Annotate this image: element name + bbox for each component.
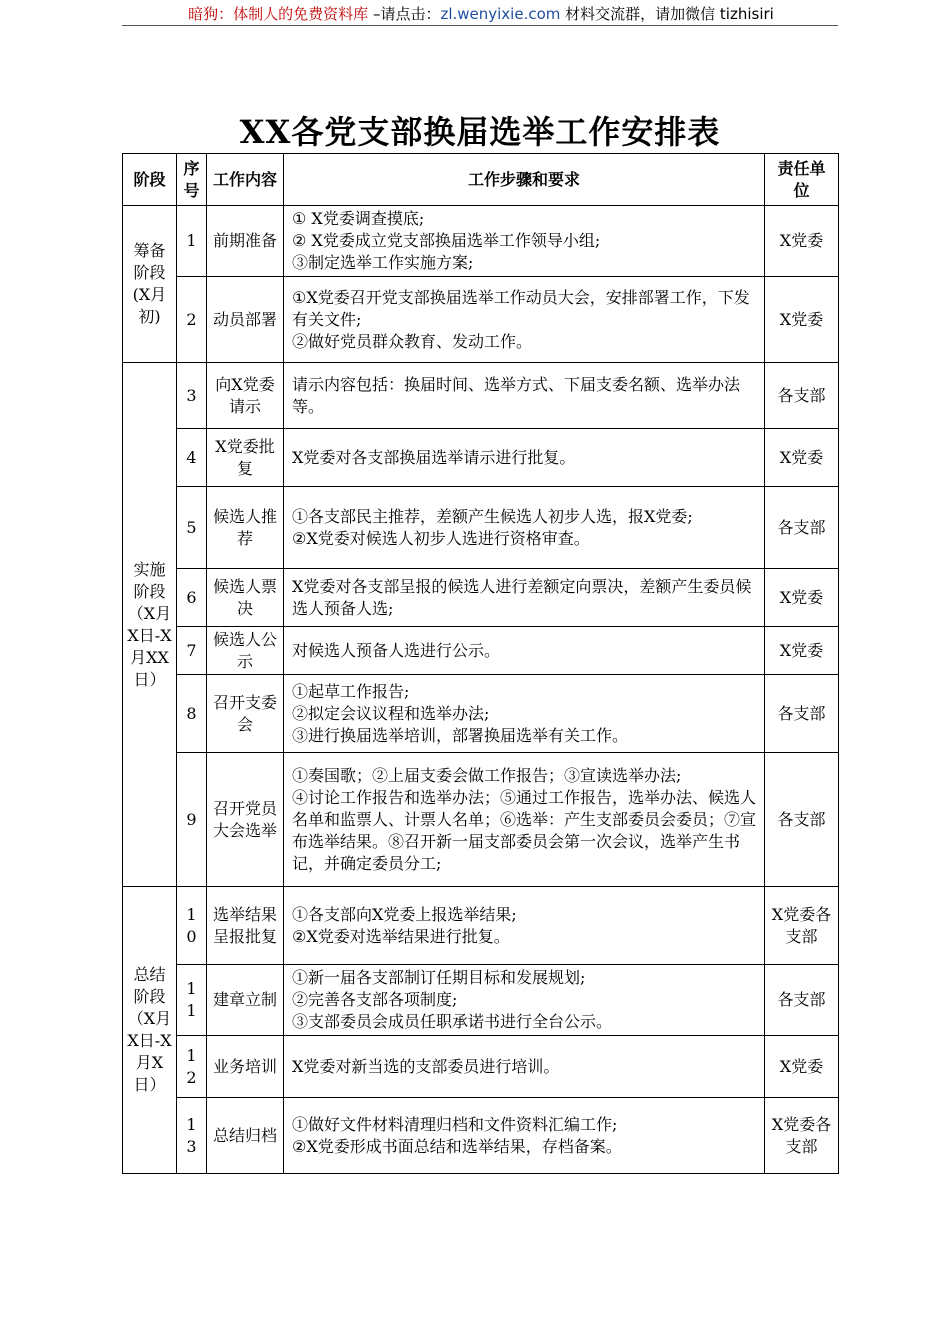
header-steps: 工作步骤和要求 — [284, 154, 765, 206]
table-row — [123, 429, 839, 487]
work-steps — [284, 429, 765, 487]
page-header — [124, 4, 838, 26]
table-header-row — [123, 154, 839, 206]
step-line: ①各支部向X党委上报选举结果; — [292, 904, 517, 924]
work-steps — [284, 753, 765, 887]
header-divider — [122, 25, 838, 26]
work-content: 召开党员大会选举 — [207, 753, 284, 887]
step-line: ①各支部民主推荐，差额产生候选人初步人选，报X党委; — [292, 506, 693, 526]
header-unit: 责任单位 — [765, 154, 839, 206]
table-row — [123, 206, 839, 277]
row-number: 12 — [177, 1036, 207, 1098]
work-steps — [284, 1036, 765, 1098]
table-row — [123, 487, 839, 569]
row-number: 4 — [177, 429, 207, 487]
work-content: 建章立制 — [207, 965, 284, 1036]
responsible-unit: 各支部 — [765, 363, 839, 429]
table-row — [123, 1036, 839, 1098]
step-line: ②做好党员群众教育、发动工作。 — [292, 331, 533, 351]
responsible-unit: X党委 — [765, 277, 839, 363]
header-no: 序号 — [177, 154, 207, 206]
row-number: 5 — [177, 487, 207, 569]
header-stage: 阶段 — [123, 154, 177, 206]
table-row — [123, 569, 839, 627]
step-line: ④讨论工作报告和选举办法；⑤通过工作报告，选举办法、候选人名单和监票人、计票人名单；⑥选举：产生支部委员会委员；⑦宣布选举结果。⑧召开新一届支部委员会第一次会议，选举产生书记，并确定委员分工; — [292, 787, 757, 873]
stage-cell: 实施阶段（X月X日-X月XX日） — [123, 363, 177, 887]
work-steps — [284, 363, 765, 429]
responsible-unit: X党委 — [765, 429, 839, 487]
step-line: ②X党委对候选人初步人选进行资格审查。 — [292, 528, 590, 548]
step-line: ②拟定会议议程和选举办法; — [292, 703, 490, 723]
document-title: XX各党支部换届选举工作安排表 — [239, 113, 721, 151]
table-row — [123, 887, 839, 965]
step-line: ①X党委召开党支部换届选举工作动员大会，安排部署工作，下发有关文件; — [292, 287, 750, 329]
row-number: 6 — [177, 569, 207, 627]
header-separator: –请点击： — [368, 5, 441, 23]
step-line: ①起草工作报告; — [292, 681, 410, 701]
step-line: ①新一届各支部制订任期目标和发展规划; — [292, 968, 586, 987]
header-brand: 暗狗：体制人的免费资料库 — [188, 5, 369, 23]
stage-cell: 总结阶段（X月X日-X月X日） — [123, 887, 177, 1174]
table-row — [123, 627, 839, 675]
work-steps — [284, 206, 765, 277]
step-line: ③支部委员会成员任职承诺书进行全台公示。 — [292, 1012, 613, 1031]
responsible-unit: 各支部 — [765, 753, 839, 887]
responsible-unit: 各支部 — [765, 965, 839, 1036]
schedule-table — [122, 153, 839, 1174]
step-line: ①做好文件材料清理归档和文件资料汇编工作; — [292, 1114, 618, 1134]
responsible-unit: X党委各支部 — [765, 1098, 839, 1174]
responsible-unit: X党委 — [765, 569, 839, 627]
work-steps — [284, 675, 765, 753]
step-line: ③制定选举工作实施方案; — [292, 253, 474, 272]
header-url-link[interactable]: zl.wenyixie.com — [440, 5, 561, 23]
work-steps — [284, 1098, 765, 1174]
row-number: 11 — [177, 965, 207, 1036]
work-content: 业务培训 — [207, 1036, 284, 1098]
step-line: ②完善各支部各项制度; — [292, 990, 458, 1009]
step-line: ① X党委调查摸底; — [292, 209, 425, 228]
work-steps — [284, 887, 765, 965]
row-number: 9 — [177, 753, 207, 887]
step-line: X党委对新当选的支部委员进行培训。 — [292, 1056, 560, 1076]
work-steps — [284, 277, 765, 363]
header-contact: 材料交流群，请加微信 tizhisiri — [560, 5, 774, 23]
work-content: 候选人票决 — [207, 569, 284, 627]
work-content: 动员部署 — [207, 277, 284, 363]
responsible-unit: X党委 — [765, 627, 839, 675]
work-content: X党委批复 — [207, 429, 284, 487]
step-line: ①奏国歌；②上届支委会做工作报告；③宣读选举办法; — [292, 765, 682, 785]
row-number: 13 — [177, 1098, 207, 1174]
stage-cell: 筹备阶段(X月初) — [123, 206, 177, 363]
work-steps — [284, 965, 765, 1036]
table-row — [123, 1098, 839, 1174]
step-line: X党委对各支部呈报的候选人进行差额定向票决，差额产生委员候选人预备人选; — [292, 576, 752, 618]
step-line: ②X党委对选举结果进行批复。 — [292, 926, 510, 946]
row-number: 7 — [177, 627, 207, 675]
work-steps — [284, 569, 765, 627]
work-content: 总结归档 — [207, 1098, 284, 1174]
table-row — [123, 363, 839, 429]
step-line: ③进行换届选举培训，部署换届选举有关工作。 — [292, 725, 629, 745]
work-content: 前期准备 — [207, 206, 284, 277]
work-steps — [284, 487, 765, 569]
work-content: 候选人推荐 — [207, 487, 284, 569]
step-line: ②X党委形成书面总结和选举结果，存档备案。 — [292, 1136, 622, 1156]
header-content: 工作内容 — [207, 154, 284, 206]
row-number: 1 — [177, 206, 207, 277]
table-row — [123, 965, 839, 1036]
responsible-unit: 各支部 — [765, 487, 839, 569]
row-number: 3 — [177, 363, 207, 429]
step-line: 请示内容包括：换届时间、选举方式、下届支委名额、选举办法等。 — [292, 374, 741, 416]
responsible-unit: X党委各支部 — [765, 887, 839, 965]
work-content: 选举结果呈报批复 — [207, 887, 284, 965]
work-content: 召开支委会 — [207, 675, 284, 753]
step-line: ② X党委成立党支部换届选举工作领导小组; — [292, 231, 601, 250]
step-line: X党委对各支部换届选举请示进行批复。 — [292, 447, 576, 467]
row-number: 2 — [177, 277, 207, 363]
work-content: 向X党委请示 — [207, 363, 284, 429]
table-row — [123, 753, 839, 887]
responsible-unit: X党委 — [765, 1036, 839, 1098]
responsible-unit: 各支部 — [765, 675, 839, 753]
row-number: 8 — [177, 675, 207, 753]
responsible-unit: X党委 — [765, 206, 839, 277]
work-content: 候选人公示 — [207, 627, 284, 675]
table-row — [123, 675, 839, 753]
table-row — [123, 277, 839, 363]
work-steps — [284, 627, 765, 675]
row-number: 10 — [177, 887, 207, 965]
step-line: 对候选人预备人选进行公示。 — [292, 640, 501, 660]
